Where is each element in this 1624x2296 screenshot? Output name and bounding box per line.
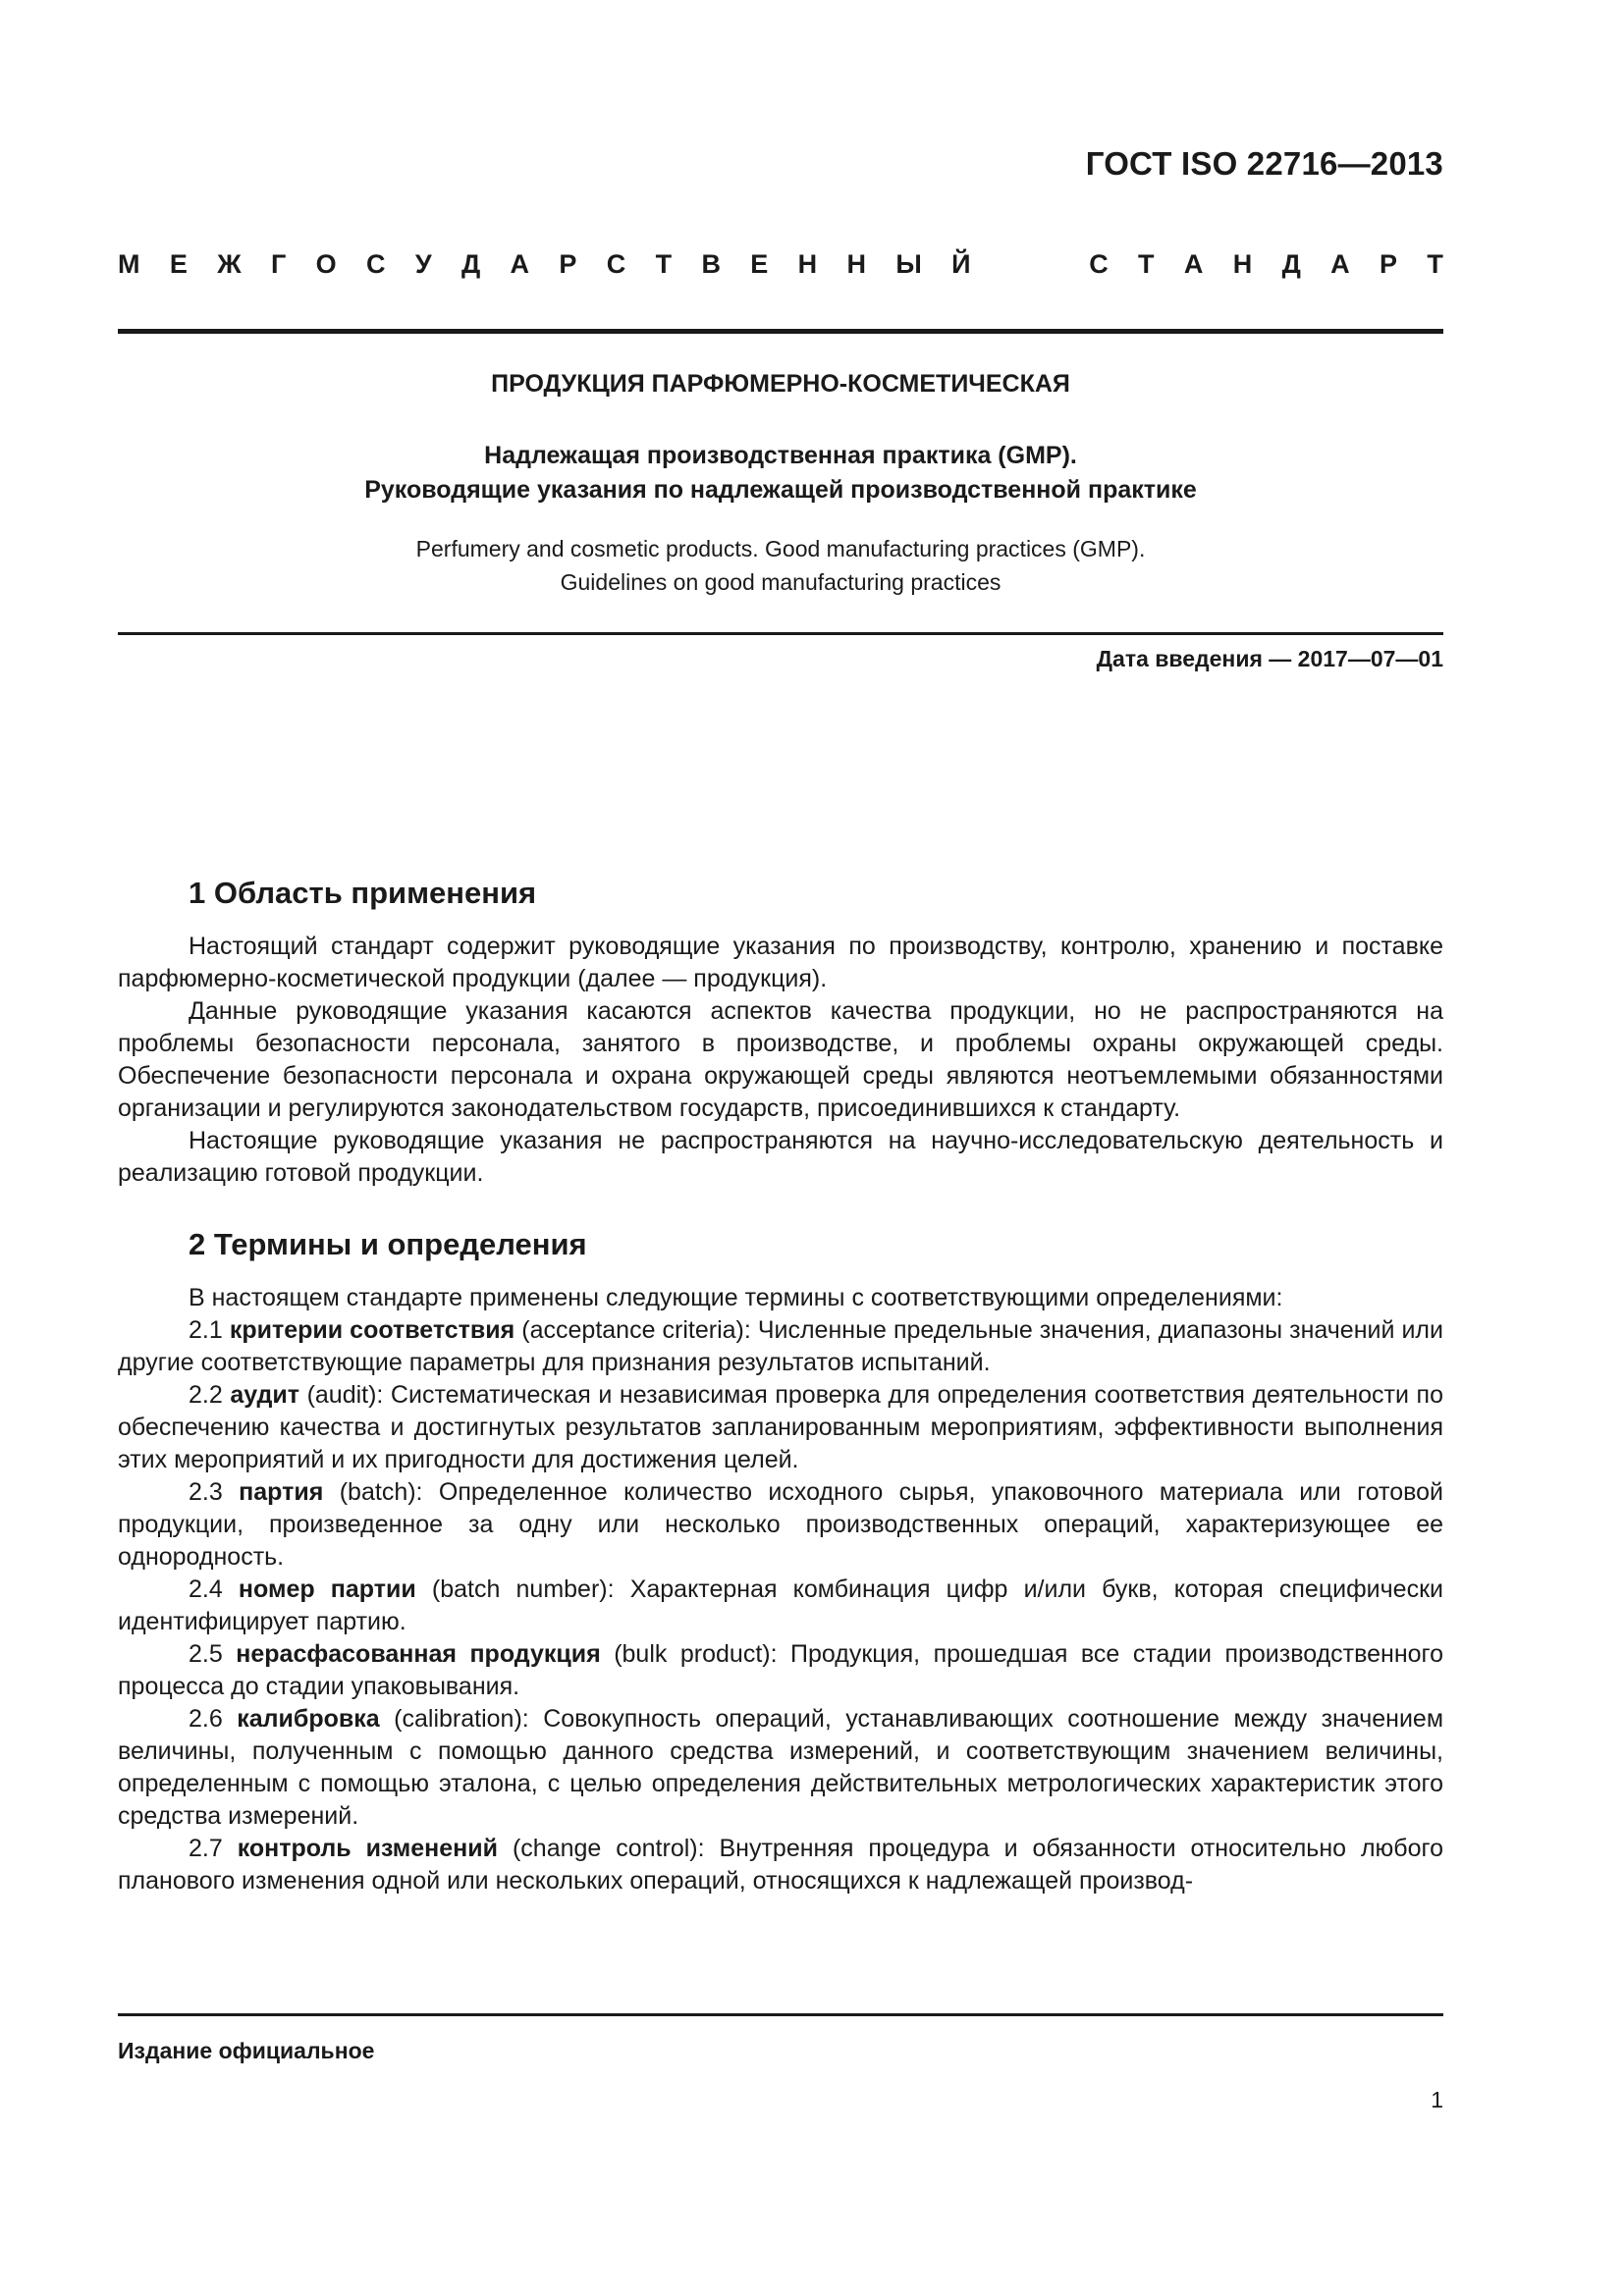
standard-type-word-1-letter: Р: [559, 249, 577, 279]
document-code: ГОСТ ISO 22716—2013: [1085, 145, 1443, 182]
term-number: 2.7: [189, 1835, 223, 1862]
term-number: 2.6: [189, 1705, 223, 1733]
subtitle-ru-line: Надлежащая производственная практика (GMP).: [484, 442, 1077, 469]
term-definition: [118, 1476, 1443, 1574]
word-gap: [1001, 249, 1059, 280]
standard-type-word-1-letter: Й: [951, 249, 971, 279]
paragraph: Настоящий стандарт содержит руководящие указания по производству, контролю, хранению и поставке парфюмерно-косметической продукции (далее — продукция).: [118, 933, 1443, 992]
standard-type-word-2-letter: А: [1330, 249, 1350, 279]
document-subtitle-ru: [118, 439, 1443, 507]
standard-type-word-1-letter: С: [606, 249, 626, 279]
standard-type-word-1-letter: А: [510, 249, 530, 279]
term-text: (audit): Систематическая и независимая проверка для определения соответствия деятельности по обеспечению качества и достигнутых результатов запланированным мероприятиям, эффективности выполнения этих мероприятий и их пригодности для достижения целей.: [118, 1381, 1443, 1473]
term-text: (batch number): Характерная комбинация цифр и/или букв, которая специфически идентифицирует партию.: [118, 1575, 1443, 1635]
document-body: [118, 874, 1443, 1897]
standard-type-word-1-letter: Т: [655, 249, 673, 279]
standard-type-word-1-letter: О: [315, 249, 337, 279]
term-definition: [118, 1379, 1443, 1476]
standard-type-word-1-letter: Н: [797, 249, 818, 279]
title-rule: [118, 632, 1443, 635]
standard-type-word-1-letter: Е: [169, 249, 188, 279]
paragraph: Данные руководящие указания касаются аспектов качества продукции, но не распространяются на проблемы безопасности персонала, занятого в производстве, и проблемы охраны окружающей среды. Обеспечение безопасности персонала и охрана окружающей среды являются неотъемлемыми обязанностями организации и регулируются законодательством государств, присоединившихся к стандарту.: [118, 997, 1443, 1122]
term-name: калибровка: [237, 1705, 380, 1733]
standard-type-word-1-letter: Ы: [895, 249, 922, 279]
term-definition: [118, 1833, 1443, 1897]
subtitle-en-line: Perfumery and cosmetic products. Good manufacturing practices (GMP).: [415, 536, 1146, 561]
section-heading: 2 Термины и определения: [189, 1227, 587, 1261]
standard-type-word-1-letter: Г: [270, 249, 287, 279]
standard-type-word-2-letter: Д: [1281, 249, 1301, 279]
term-text: (change control): Внутренняя процедура и обязанности относительно любого планового изменения одной или нескольких операций, относящихся к надлежащей производ-: [118, 1835, 1443, 1895]
term-definition: [118, 1574, 1443, 1638]
term-name: критерии соответствия: [229, 1316, 515, 1344]
term-number: 2.5: [189, 1640, 223, 1668]
term-name: аудит: [230, 1381, 299, 1409]
subtitle-ru-line: Руководящие указания по надлежащей производственной практике: [364, 476, 1197, 504]
standard-type-word-1-letter: М: [118, 249, 140, 279]
edition-label: Издание официальное: [118, 2038, 375, 2063]
term-text: (acceptance criteria): Численные предельные значения, диапазоны значений или другие соответствующие параметры для признания результатов испытаний.: [118, 1316, 1443, 1376]
standard-type-word-2-letter: Т: [1427, 249, 1443, 279]
term-name: номер партии: [238, 1575, 416, 1603]
standard-type-word-2-letter: Т: [1138, 249, 1155, 279]
standard-type-word-2-letter: С: [1089, 249, 1109, 279]
term-text: (calibration): Совокупность операций, устанавливающих соотношение между значением величины, полученным с помощью данного средства измерений, и соответствующим значением величины, определенным с помощью эталона, с целью определения действительных метрологических характеристик этого средства измерений.: [118, 1705, 1444, 1830]
term-number: 2.2: [189, 1381, 223, 1409]
standard-type-word-1-letter: Д: [460, 249, 481, 279]
term-number: 2.3: [189, 1478, 223, 1506]
paragraph: В настоящем стандарте применены следующие термины с соответствующими определениями:: [189, 1284, 1283, 1311]
standard-type-word-1-letter: Ж: [217, 249, 242, 279]
term-definition: [118, 1638, 1443, 1703]
subtitle-en-line: Guidelines on good manufacturing practices: [560, 569, 1001, 595]
header-rule: [118, 329, 1443, 334]
term-number: 2.1: [189, 1316, 223, 1344]
term-text: (bulk product): Продукция, прошедшая все стадии производственного процесса до стадии упаковывания.: [118, 1640, 1443, 1700]
standard-type-header: [118, 249, 1443, 280]
term-name: нерасфасованная продукция: [236, 1640, 601, 1668]
footer-rule: [118, 2013, 1443, 2016]
term-number: 2.4: [189, 1575, 223, 1603]
term-name: контроль изменений: [237, 1835, 499, 1862]
term-definition: [118, 1314, 1443, 1379]
introduction-date: Дата введения — 2017—07—01: [1096, 646, 1443, 671]
standard-type-word-1-letter: С: [365, 249, 386, 279]
standard-type-word-1-letter: В: [701, 249, 721, 279]
standard-type-word-2-letter: А: [1183, 249, 1204, 279]
standard-type-word-1-letter: Н: [846, 249, 866, 279]
standard-type-word-2-letter: Н: [1232, 249, 1253, 279]
term-name: партия: [239, 1478, 324, 1506]
paragraph: Настоящие руководящие указания не распространяются на научно-исследовательскую деятельность и реализацию готовой продукции.: [118, 1127, 1443, 1187]
section-heading: 1 Область применения: [189, 876, 537, 910]
term-text: (batch): Определенное количество исходного сырья, упаковочного материала или готовой продукции, произведенное за одну или несколько производственных операций, характеризующее ее однородность.: [118, 1478, 1443, 1571]
term-definition: [118, 1703, 1443, 1833]
document-title: ПРОДУКЦИЯ ПАРФЮМЕРНО-КОСМЕТИЧЕСКАЯ: [491, 370, 1070, 398]
document-subtitle-en: [118, 532, 1443, 599]
standard-type-word-2-letter: Р: [1380, 249, 1398, 279]
standard-type-word-1-letter: Е: [750, 249, 769, 279]
page-number: 1: [1431, 2087, 1443, 2112]
standard-type-word-1-letter: У: [414, 249, 432, 279]
